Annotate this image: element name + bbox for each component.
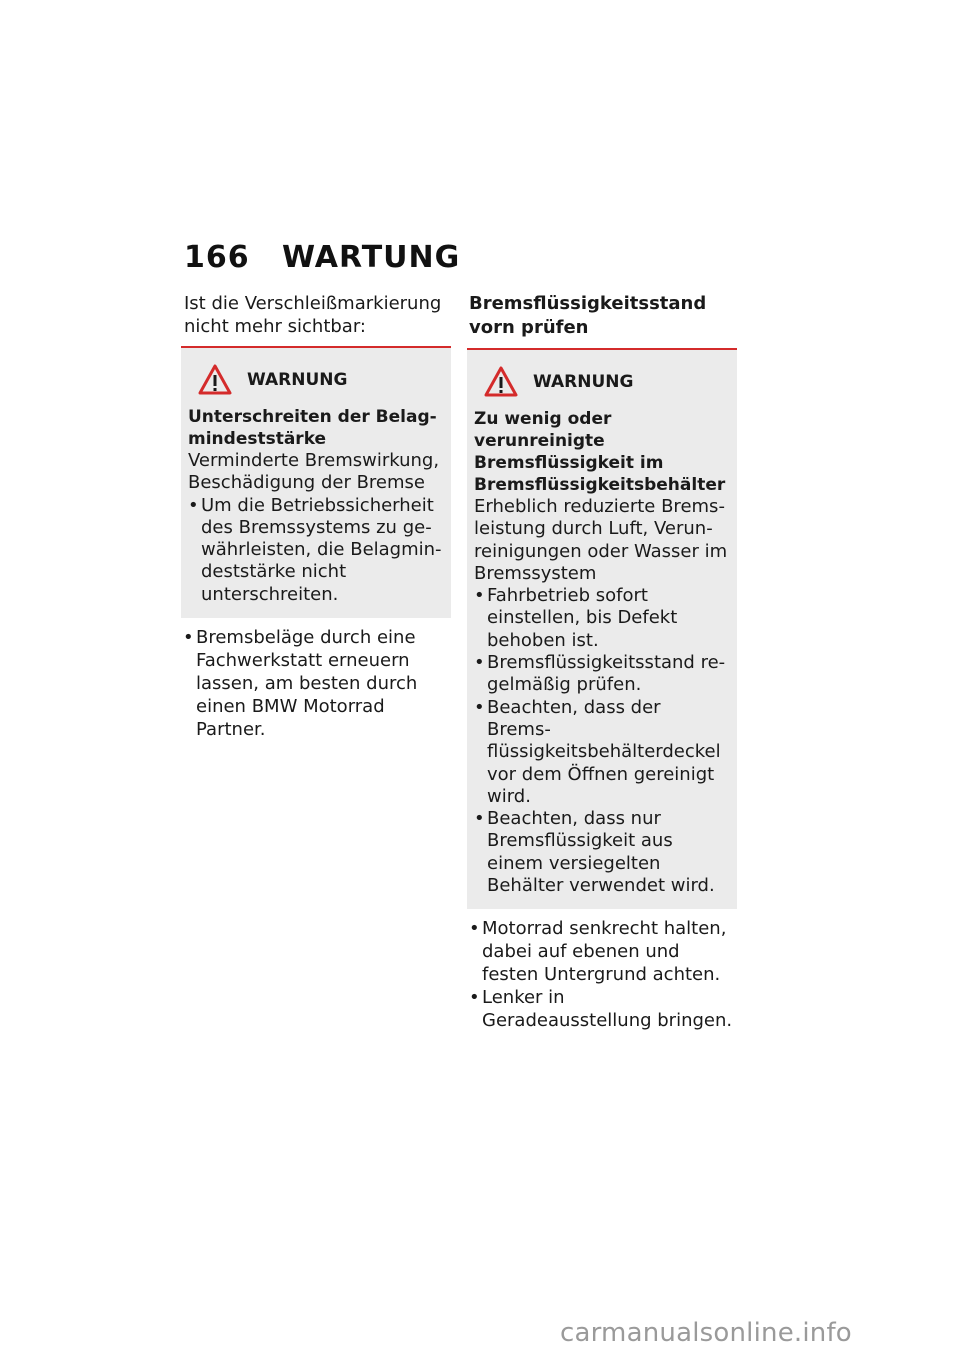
chapter-title: WARTUNG	[282, 240, 461, 275]
warning-box	[181, 346, 451, 618]
warning-subtitle: Zu wenig oder verunreinigte Bremsflüssigkeit im Bremsflüssigkeitsbehälter	[474, 409, 726, 495]
page-header	[184, 240, 460, 275]
warning-subtitle: Unterschreiten der Belagmindeststärke	[188, 407, 437, 449]
instruction-list	[183, 626, 451, 741]
warning-triangle-icon	[483, 365, 519, 399]
list-item: • Bremsflüssigkeitsstand regelmäßig prüfen.	[474, 652, 729, 697]
warning-header	[474, 364, 729, 400]
list-item: • Fahrbetrieb sofort einstellen, bis Defekt behoben ist.	[474, 585, 729, 652]
watermark-text: carmanualsonline.info	[560, 1318, 852, 1348]
list-item: • Bremsbeläge durch eine Fachwerkstatt erneuern lassen, am besten durch einen BMW Motorrad Partner.	[183, 626, 451, 741]
left-column	[181, 292, 451, 741]
warning-bullet-list	[188, 495, 443, 606]
intro-text: Ist die Verschleißmarkierung nicht mehr sichtbar:	[184, 293, 442, 337]
warning-triangle-icon	[197, 363, 233, 397]
instruction-list	[469, 917, 737, 1032]
warning-title: WARNUNG	[533, 371, 634, 392]
right-column	[467, 292, 737, 1032]
warning-text: Verminderte Bremswirkung, Beschädigung der Bremse	[188, 450, 440, 494]
warning-header	[188, 362, 443, 398]
list-item: • Beachten, dass nur Bremsflüssigkeit aus einem versiegelten Behälter verwendet wird.	[474, 808, 729, 897]
list-item: • Motorrad senkrecht halten, dabei auf ebenen und festen Untergrund achten.	[469, 917, 737, 986]
page-number: 166	[184, 240, 250, 275]
warning-text: Erheblich reduzierte Bremsleistung durch Luft, Verunreinigungen oder Wasser im Bremssystem	[474, 496, 728, 584]
warning-title: WARNUNG	[247, 369, 348, 390]
warning-box	[467, 348, 737, 909]
list-item: • Lenker in Geradeausstellung bringen.	[469, 986, 737, 1032]
section-title: Bremsflüssigkeitsstand vorn prüfen	[469, 293, 707, 338]
list-item: • Beachten, dass der Bremsflüssigkeitsbehälterdeckel vor dem Öffnen gereinigt wird.	[474, 697, 729, 808]
warning-bullet-list	[474, 585, 729, 897]
list-item: • Um die Betriebssicherheit des Bremssystems zu gewährleisten, die Belagmindeststärke nicht unterschreiten.	[188, 495, 443, 606]
